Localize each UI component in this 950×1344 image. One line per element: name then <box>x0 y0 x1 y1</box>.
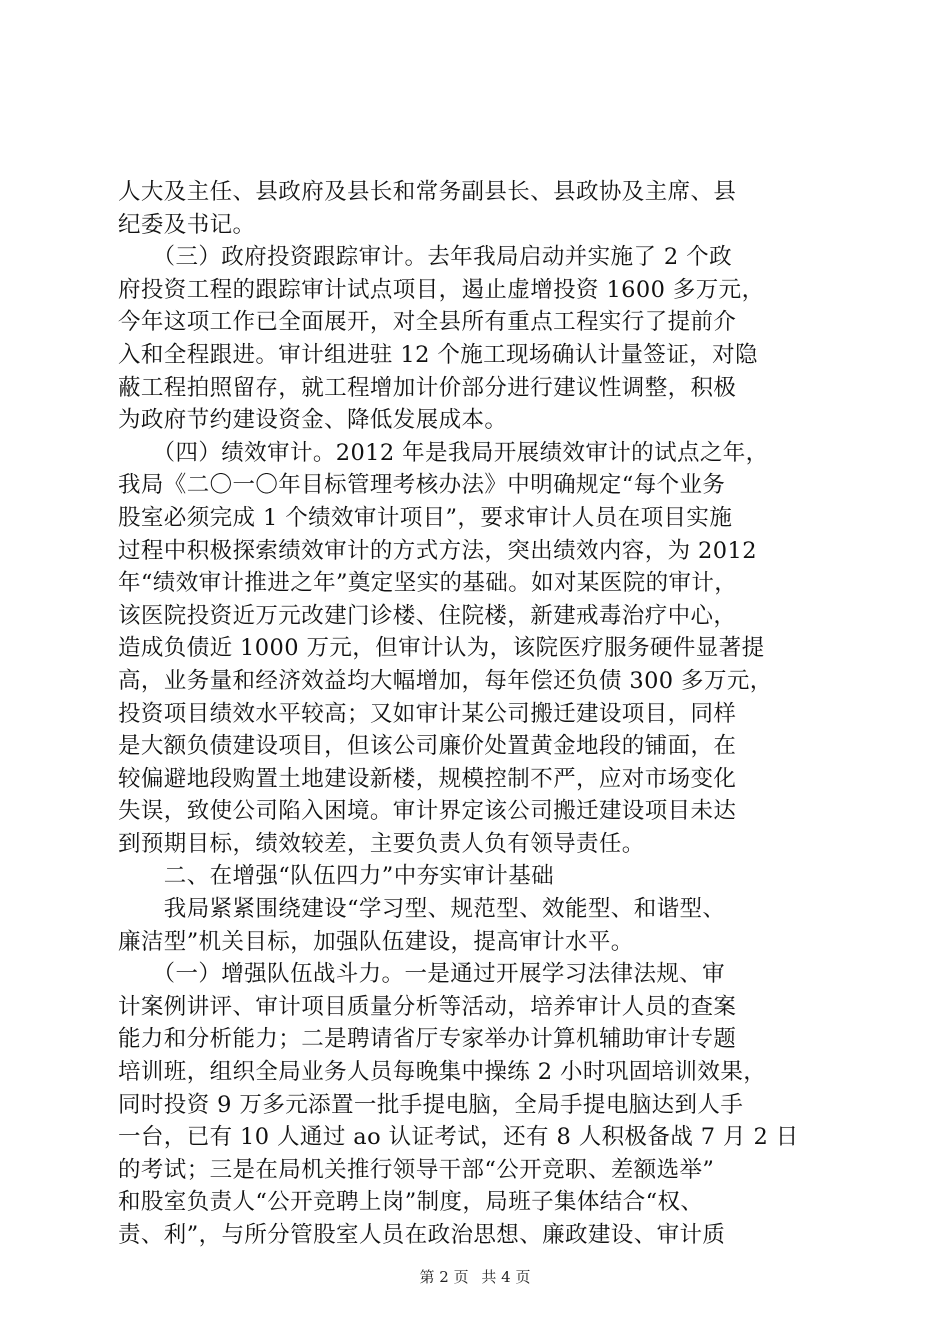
page-total: 共 4 页 <box>481 1268 531 1286</box>
text-line: 造成负债近 1000 万元，但审计认为，该院医疗服务硬件显著提 <box>118 635 765 662</box>
body-text <box>118 176 830 1252</box>
text-line: 二、在增强“队伍四力”中夯实审计基础 <box>118 863 555 890</box>
text-line: 该医院投资近万元改建门诊楼、住院楼，新建戒毒治疗中心， <box>118 602 737 629</box>
page-number: 第 2 页 <box>419 1268 469 1286</box>
text-line: 过程中积极探索绩效审计的方式方法，突出绩效内容，为 2012 <box>118 537 757 564</box>
text-line: 到预期目标，绩效较差，主要负责人负有领导责任。 <box>118 830 645 857</box>
text-line: 纪委及书记。 <box>118 211 256 238</box>
text-line: 蔽工程拍照留存，就工程增加计价部分进行建议性调整，积极 <box>118 374 737 401</box>
text-line: 我局《二〇一〇年目标管理考核办法》中明确规定“每个业务 <box>118 472 726 499</box>
page-footer <box>0 1267 950 1287</box>
text-line: 府投资工程的跟踪审计试点项目，遏止虚增投资 1600 多万元， <box>118 276 765 303</box>
text-line: 廉洁型”机关目标，加强队伍建设，提高审计水平。 <box>118 928 634 955</box>
text-line: 一台，已有 10 人通过 ao 认证考试，还有 8 人积极备战 7 月 2 日 <box>118 1124 799 1151</box>
text-line: 责、利”，与所分管股室人员在政治思想、廉政建设、审计质 <box>118 1222 726 1248</box>
text-line: 失误，致使公司陷入困境。审计界定该公司搬迁建设项目未达 <box>118 798 737 825</box>
text-line: 人大及主任、县政府及县长和常务副县长、县政协及主席、县 <box>118 179 737 205</box>
text-line: 和股室负责人“公开竞聘上岗”制度，局班子集体结合“权、 <box>118 1189 704 1216</box>
text-line: 是大额负债建设项目，但该公司廉价处置黄金地段的铺面，在 <box>118 733 737 760</box>
text-line: 股室必须完成 1 个绩效审计项目”，要求审计人员在项目实施 <box>118 504 733 531</box>
text-line: 高，业务量和经济效益均大幅增加，每年偿还负债 300 多万元， <box>118 667 773 694</box>
text-line: 的考试；三是在局机关推行领导干部“公开竞职、差额选举” <box>118 1156 715 1183</box>
text-line: 为政府节约建设资金、降低发展成本。 <box>118 407 508 434</box>
text-line: （一）增强队伍战斗力。一是通过开展学习法律法规、审 <box>118 961 726 988</box>
text-line: （四）绩效审计。2012 年是我局开展绩效审计的试点之年， <box>118 439 769 466</box>
text-line: 年“绩效审计推进之年”奠定坚实的基础。如对某医院的审计， <box>118 570 738 597</box>
text-line: 能力和分析能力；二是聘请省厅专家举办计算机辅助审计专题 <box>118 1026 737 1053</box>
text-line: 计案例讲评、审计项目质量分析等活动，培养审计人员的查案 <box>118 993 737 1020</box>
text-line: 今年这项工作已全面展开，对全县所有重点工程实行了提前介 <box>118 309 737 336</box>
text-line: 我局紧紧围绕建设“学习型、规范型、效能型、和谐型、 <box>118 896 726 923</box>
text-line: （三）政府投资跟踪审计。去年我局启动并实施了 2 个政 <box>118 244 732 271</box>
text-line: 同时投资 9 万多元添置一批手提电脑，全局手提电脑达到人手 <box>118 1091 744 1118</box>
text-line: 入和全程跟进。审计组进驻 12 个施工现场确认计量签证，对隐 <box>118 341 758 368</box>
text-line: 培训班，组织全局业务人员每晚集中操练 2 小时巩固培训效果， <box>118 1059 767 1086</box>
text-line: 较偏避地段购置土地建设新楼，规模控制不严，应对市场变化 <box>118 765 737 792</box>
text-line: 投资项目绩效水平较高；又如审计某公司搬迁建设项目，同样 <box>118 700 737 727</box>
